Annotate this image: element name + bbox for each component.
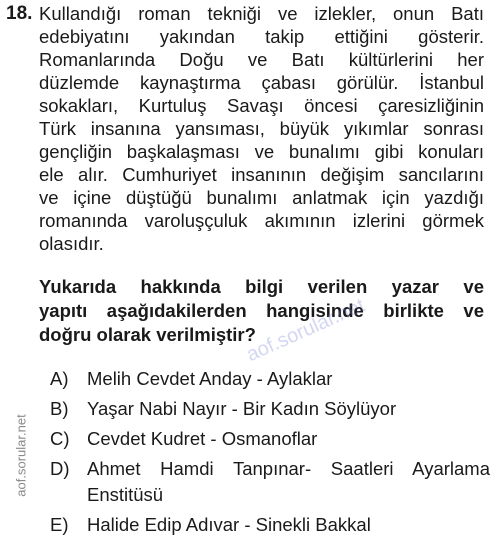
option-e[interactable]	[50, 512, 490, 538]
option-letter: D)	[50, 458, 70, 479]
option-a[interactable]	[50, 366, 490, 392]
option-c[interactable]	[50, 426, 490, 452]
option-text	[87, 426, 490, 452]
passage-line: ele alır. Cumhuriyet insanının değişim sancılarını	[39, 164, 484, 185]
passage-line: düzlemde kaynaştırma çabası görülür. İstanbul	[39, 72, 484, 93]
question-passage	[39, 2, 484, 255]
passage-line: sokakları, Kurtuluş Savaşı öncesi çaresizliğinin	[39, 95, 484, 116]
passage-line: edebiyatını yakından takip ettiğini gösterir.	[39, 26, 484, 47]
option-line: Halide Edip Adıvar - Sinekli Bakkal	[87, 514, 371, 535]
option-letter: C)	[50, 428, 70, 449]
stem-line: yapıtı aşağıdakilerden hangisinde birlikte ve	[39, 300, 484, 321]
option-text	[87, 396, 490, 422]
option-line: Ahmet Hamdi Tanpınar- Saatleri Ayarlama	[87, 458, 490, 479]
question-number: 18.	[6, 3, 33, 24]
answer-options	[50, 366, 490, 542]
question-stem	[39, 275, 484, 347]
passage-line: Türk insanına yansıması, büyük yıkımlar sonrası	[39, 118, 484, 139]
option-line: Enstitüsü	[87, 484, 164, 505]
option-letter: B)	[50, 398, 69, 419]
passage-line: olasıdır.	[39, 233, 104, 254]
option-text	[87, 512, 490, 538]
option-b[interactable]	[50, 396, 490, 422]
option-text	[87, 366, 490, 392]
stem-line: doğru olarak verilmiştir?	[39, 324, 256, 345]
option-letter: E)	[50, 514, 69, 535]
passage-line: ve içine düştüğü bunalımı anlatmak için yazdığı	[39, 187, 484, 208]
option-line: Yaşar Nabi Nayır - Bir Kadın Söylüyor	[87, 398, 397, 419]
passage-line: romanında varoluşçuluk akımının izlerini görmek	[39, 210, 484, 231]
stem-line: Yukarıda hakkında bilgi verilen yazar ve	[39, 276, 484, 297]
option-line: Melih Cevdet Anday - Aylaklar	[87, 368, 333, 389]
option-d[interactable]	[50, 456, 490, 508]
option-line: Cevdet Kudret - Osmanoflar	[87, 428, 318, 449]
side-watermark: aof.sorular.net	[13, 414, 29, 497]
passage-line: Romanlarında Doğu ve Batı kültürlerini her	[39, 49, 484, 70]
option-text	[87, 456, 490, 508]
option-letter: A)	[50, 368, 69, 389]
passage-line: gençliğin başkalaşması ve bunalımı gibi konuları	[39, 141, 484, 162]
passage-line: Kullandığı roman tekniği ve izlekler, onun Batı	[39, 3, 484, 24]
diagonal-watermark: aof.sorular.net	[243, 294, 369, 367]
